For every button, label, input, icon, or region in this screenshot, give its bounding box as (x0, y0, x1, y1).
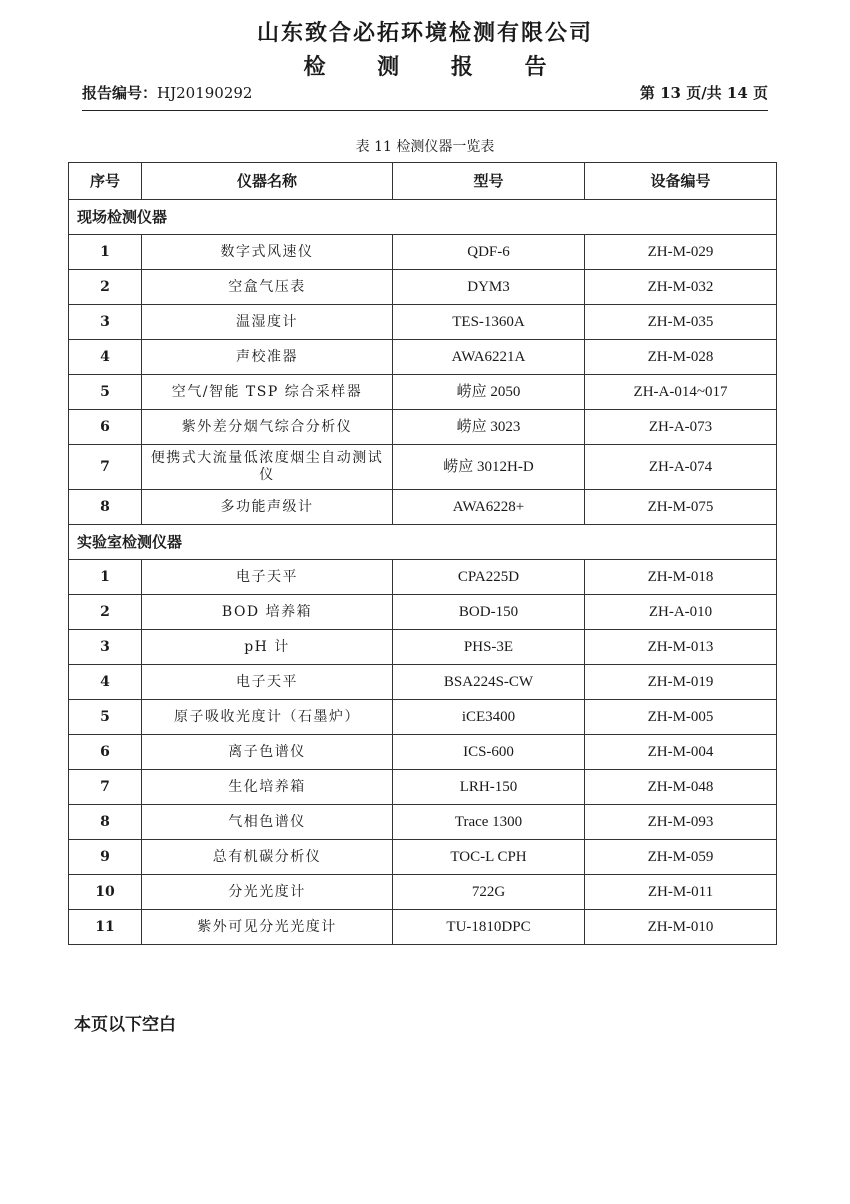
cell-no: 5 (69, 700, 142, 735)
cell-equipment-code: ZH-M-032 (585, 270, 777, 305)
report-number-value: HJ20190292 (157, 84, 253, 102)
table-row (69, 770, 777, 805)
cell-instrument-name: 分光光度计 (142, 875, 393, 910)
cell-equipment-code: ZH-M-011 (585, 875, 777, 910)
cell-instrument-name: BOD 培养箱 (142, 595, 393, 630)
cell-instrument-name: 生化培养箱 (142, 770, 393, 805)
cell-no: 11 (69, 910, 142, 945)
table-row (69, 910, 777, 945)
cell-equipment-code: ZH-M-005 (585, 700, 777, 735)
cell-instrument-name: 多功能声级计 (142, 490, 393, 525)
cell-equipment-code: ZH-M-059 (585, 840, 777, 875)
instrument-table (68, 162, 777, 945)
table-row (69, 445, 777, 490)
cell-instrument-name: 电子天平 (142, 560, 393, 595)
table-row (69, 630, 777, 665)
cell-no: 10 (69, 875, 142, 910)
cell-no: 2 (69, 270, 142, 305)
cell-model: TOC-L CPH (393, 840, 585, 875)
table-row (69, 560, 777, 595)
column-header-model: 型号 (393, 163, 585, 200)
cell-equipment-code: ZH-M-018 (585, 560, 777, 595)
cell-no: 1 (69, 560, 142, 595)
cell-no: 2 (69, 595, 142, 630)
blank-below-note: 本页以下空白 (74, 1015, 176, 1035)
cell-no: 6 (69, 735, 142, 770)
cell-model: QDF-6 (393, 235, 585, 270)
section-header-row (69, 525, 777, 560)
column-header-no: 序号 (69, 163, 142, 200)
cell-no: 8 (69, 490, 142, 525)
table-body (69, 200, 777, 945)
cell-no: 4 (69, 340, 142, 375)
cell-model: 崂应 3023 (393, 410, 585, 445)
cell-equipment-code: ZH-M-019 (585, 665, 777, 700)
cell-equipment-code: ZH-M-004 (585, 735, 777, 770)
section-title: 实验室检测仪器 (69, 525, 777, 560)
column-header-code: 设备编号 (585, 163, 777, 200)
section-header-row (69, 200, 777, 235)
table-row (69, 735, 777, 770)
report-title: 检 测 报 告 (303, 54, 569, 80)
cell-instrument-name: 便携式大流量低浓度烟尘自动测试仪 (142, 445, 393, 490)
table-row (69, 340, 777, 375)
cell-no: 7 (69, 445, 142, 490)
column-header-name: 仪器名称 (142, 163, 393, 200)
cell-instrument-name: 原子吸收光度计（石墨炉） (142, 700, 393, 735)
table-row (69, 235, 777, 270)
table-row (69, 595, 777, 630)
cell-model: PHS-3E (393, 630, 585, 665)
cell-model: Trace 1300 (393, 805, 585, 840)
cell-equipment-code: ZH-A-014~017 (585, 375, 777, 410)
cell-instrument-name: 声校准器 (142, 340, 393, 375)
cell-equipment-code: ZH-M-035 (585, 305, 777, 340)
company-name: 山东致合必拓环境检测有限公司 (256, 20, 593, 46)
cell-instrument-name: 紫外可见分光光度计 (142, 910, 393, 945)
table-row (69, 305, 777, 340)
cell-equipment-code: ZH-M-028 (585, 340, 777, 375)
cell-no: 9 (69, 840, 142, 875)
cell-model: AWA6228+ (393, 490, 585, 525)
cell-model: TES-1360A (393, 305, 585, 340)
cell-model: TU-1810DPC (393, 910, 585, 945)
cell-no: 6 (69, 410, 142, 445)
table-row (69, 805, 777, 840)
table-row (69, 270, 777, 305)
cell-model: AWA6221A (393, 340, 585, 375)
cell-equipment-code: ZH-M-075 (585, 490, 777, 525)
cell-equipment-code: ZH-A-010 (585, 595, 777, 630)
cell-equipment-code: ZH-M-048 (585, 770, 777, 805)
table-row (69, 665, 777, 700)
cell-model: CPA225D (393, 560, 585, 595)
cell-instrument-name: 温湿度计 (142, 305, 393, 340)
cell-no: 4 (69, 665, 142, 700)
cell-equipment-code: ZH-M-013 (585, 630, 777, 665)
table-row (69, 375, 777, 410)
cell-model: BOD-150 (393, 595, 585, 630)
cell-no: 5 (69, 375, 142, 410)
cell-no: 3 (69, 305, 142, 340)
cell-model: ICS-600 (393, 735, 585, 770)
cell-instrument-name: 空气/智能 TSP 综合采样器 (142, 375, 393, 410)
report-number-label: 报告编号： (82, 84, 158, 102)
table-row (69, 875, 777, 910)
cell-instrument-name: 离子色谱仪 (142, 735, 393, 770)
header-divider (82, 110, 768, 111)
table-row (69, 840, 777, 875)
cell-equipment-code: ZH-M-029 (585, 235, 777, 270)
table-caption: 表 11 检测仪器一览表 (355, 139, 495, 155)
cell-instrument-name: pH 计 (142, 630, 393, 665)
cell-instrument-name: 数字式风速仪 (142, 235, 393, 270)
report-number (82, 82, 252, 103)
cell-model: 崂应 3012H-D (393, 445, 585, 490)
table-row (69, 700, 777, 735)
cell-instrument-name: 气相色谱仪 (142, 805, 393, 840)
cell-model: DYM3 (393, 270, 585, 305)
cell-model: 722G (393, 875, 585, 910)
cell-model: BSA224S-CW (393, 665, 585, 700)
cell-model: 崂应 2050 (393, 375, 585, 410)
page-info: 第 13 页/共 14 页 (639, 84, 768, 102)
cell-instrument-name: 电子天平 (142, 665, 393, 700)
cell-equipment-code: ZH-M-093 (585, 805, 777, 840)
cell-instrument-name: 总有机碳分析仪 (142, 840, 393, 875)
cell-equipment-code: ZH-A-073 (585, 410, 777, 445)
report-meta (82, 82, 768, 106)
cell-equipment-code: ZH-M-010 (585, 910, 777, 945)
cell-instrument-name: 紫外差分烟气综合分析仪 (142, 410, 393, 445)
table-row (69, 410, 777, 445)
cell-no: 3 (69, 630, 142, 665)
table-row (69, 490, 777, 525)
cell-no: 7 (69, 770, 142, 805)
section-title: 现场检测仪器 (69, 200, 777, 235)
table-header-row (69, 163, 777, 200)
cell-equipment-code: ZH-A-074 (585, 445, 777, 490)
cell-model: LRH-150 (393, 770, 585, 805)
cell-model: iCE3400 (393, 700, 585, 735)
cell-no: 1 (69, 235, 142, 270)
cell-no: 8 (69, 805, 142, 840)
cell-instrument-name: 空盒气压表 (142, 270, 393, 305)
